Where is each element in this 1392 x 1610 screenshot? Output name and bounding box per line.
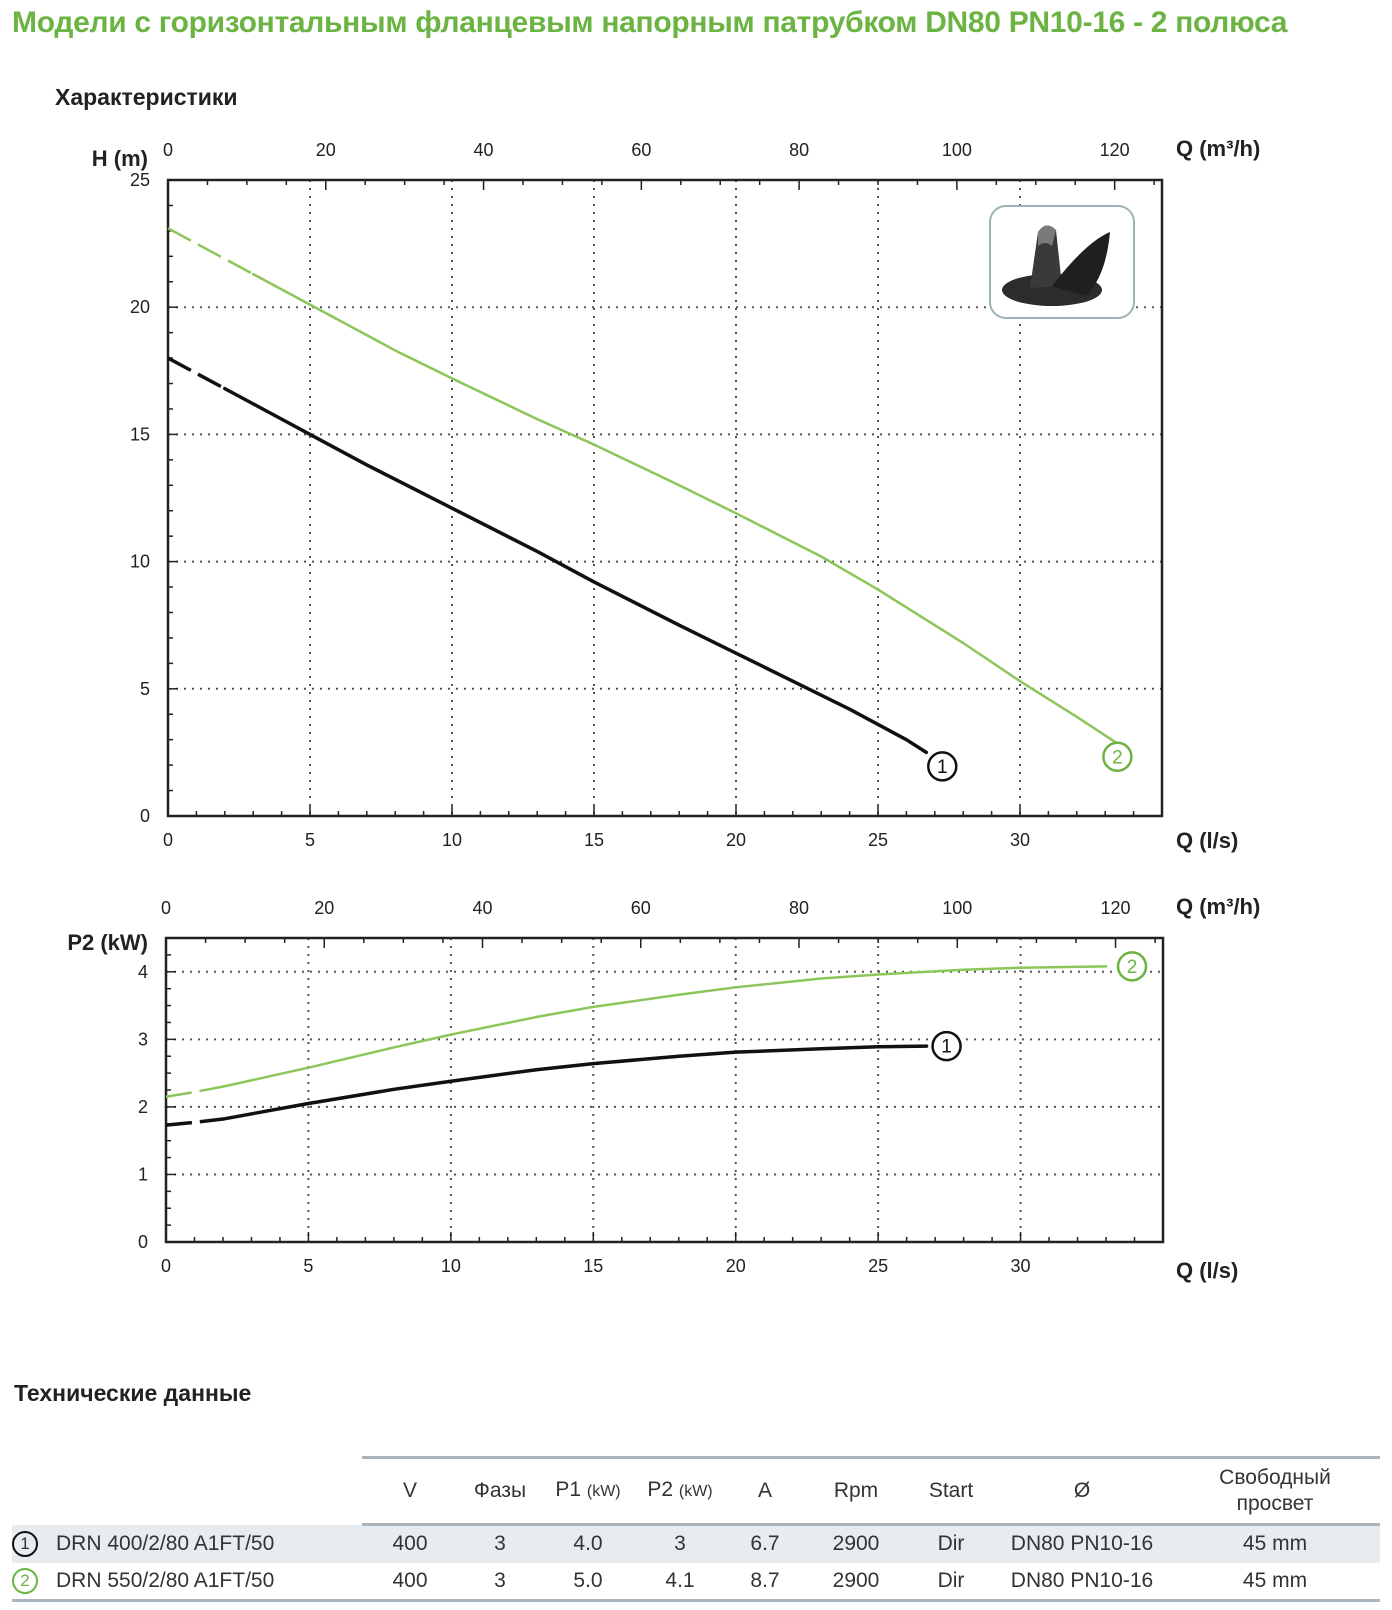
y-tick-label: 0 <box>137 1232 148 1252</box>
cell-phases: 3 <box>458 1563 542 1601</box>
series-2-dashed-line <box>166 1087 223 1097</box>
y-axis-label: H (m) <box>91 146 148 171</box>
header-clearance <box>1170 1458 1380 1525</box>
power-chart <box>0 880 1392 1320</box>
series-1-marker-label: 1 <box>941 1036 952 1058</box>
series-marker-1: 1 <box>12 1531 38 1557</box>
header-clearance-line1: Свободный <box>1219 1466 1331 1489</box>
header-a: A <box>726 1458 804 1525</box>
x-tick-label: 20 <box>725 1256 746 1276</box>
x-tick-label: 25 <box>867 830 889 850</box>
table-row <box>12 1525 1380 1563</box>
series-marker-2: 2 <box>12 1568 38 1594</box>
model-cell <box>12 1563 362 1601</box>
header-p2-unit: (kW) <box>678 1483 713 1500</box>
cell-a: 6.7 <box>750 1532 780 1556</box>
x2-tick-label: 100 <box>941 140 972 160</box>
y-tick-label: 1 <box>137 1164 148 1185</box>
x2-tick-label: 0 <box>160 898 172 918</box>
y-tick-label: 3 <box>137 1029 148 1050</box>
y-tick-label: 2 <box>137 1096 148 1117</box>
page-title: Модели с горизонтальным фланцевым напорным патрубком DN80 PN10-16 - 2 полюса <box>12 6 1288 39</box>
x2-axis-label: Q (m³/h) <box>1176 894 1261 919</box>
y-tick-label: 20 <box>129 297 150 318</box>
y-tick-label: 5 <box>139 678 150 699</box>
x-tick-label: 30 <box>1009 830 1031 850</box>
x2-tick-label: 20 <box>314 898 335 918</box>
cell-start: Dir <box>937 1532 965 1556</box>
x2-tick-label: 0 <box>162 140 174 160</box>
cell-v: 400 <box>392 1532 428 1556</box>
y-axis-label: P2 (kW) <box>67 930 148 955</box>
cell-diameter: DN80 PN10-16 <box>994 1563 1170 1601</box>
x2-tick-label: 80 <box>789 140 810 160</box>
series-2-marker-label: 2 <box>1126 956 1138 978</box>
x2-tick-label: 120 <box>1100 898 1131 918</box>
cell-diameter: DN80 PN10-16 <box>1010 1532 1154 1556</box>
cell-p1: 4.0 <box>573 1532 603 1556</box>
y-tick-label: 15 <box>129 424 150 445</box>
model-cell <box>12 1525 362 1563</box>
plot-frame <box>166 938 1163 1242</box>
model-name: DRN 550/2/80 A1FT/50 <box>56 1568 275 1592</box>
series-1-dashed-line <box>168 358 225 389</box>
cell-a: 8.7 <box>726 1563 804 1601</box>
x2-tick-label: 20 <box>315 140 336 160</box>
x-tick-label: 10 <box>440 1256 461 1276</box>
header-p1-unit: (kW) <box>586 1483 621 1500</box>
x2-tick-label: 100 <box>942 898 973 918</box>
series-2-line <box>223 966 1106 1086</box>
header-diameter: Ø <box>994 1458 1170 1525</box>
cell-v: 400 <box>362 1563 458 1601</box>
cell-p2: 3 <box>674 1532 686 1556</box>
header-p2-label: P2 <box>647 1478 674 1501</box>
series-2-line <box>253 274 1119 745</box>
cell-clearance: 45 mm <box>1242 1532 1308 1556</box>
cell-start: Dir <box>908 1563 994 1601</box>
x-tick-label: 0 <box>162 830 174 850</box>
x-tick-label: 25 <box>868 1256 889 1276</box>
x-axis-label: Q (l/s) <box>1176 1258 1239 1283</box>
x-tick-label: 15 <box>583 830 605 850</box>
y-tick-label: 4 <box>137 961 148 982</box>
x2-axis-label: Q (m³/h) <box>1176 136 1261 161</box>
header-model-blank <box>12 1458 362 1525</box>
table-row <box>12 1563 1380 1601</box>
header-v: V <box>362 1458 458 1525</box>
x2-tick-label: 120 <box>1099 140 1130 160</box>
characteristics-title: Характеристики <box>55 84 238 110</box>
header-clearance-line2: просвет <box>1236 1492 1314 1515</box>
header-p1-label: P1 <box>555 1478 582 1501</box>
x-tick-label: 5 <box>303 1256 314 1276</box>
series-1-dashed-line <box>166 1119 223 1125</box>
impeller-photo-icon <box>990 206 1134 318</box>
y-tick-label: 25 <box>129 170 150 190</box>
model-name: DRN 400/2/80 A1FT/50 <box>56 1531 275 1555</box>
x-tick-label: 30 <box>1010 1256 1031 1276</box>
cell-rpm: 2900 <box>804 1563 908 1601</box>
x2-tick-label: 80 <box>789 898 810 918</box>
header-p1 <box>542 1458 634 1525</box>
x2-tick-label: 60 <box>630 898 651 918</box>
cell-phases: 3 <box>494 1532 506 1556</box>
cell-rpm: 2900 <box>832 1532 880 1556</box>
header-rpm: Rpm <box>804 1458 908 1525</box>
y-tick-label: 10 <box>129 551 150 572</box>
cell-p1: 5.0 <box>542 1563 634 1601</box>
tech-title: Технические данные <box>14 1380 252 1406</box>
cell-clearance: 45 mm <box>1170 1563 1380 1601</box>
cell-p2: 4.1 <box>634 1563 726 1601</box>
x2-tick-label: 40 <box>473 140 494 160</box>
x-tick-label: 5 <box>304 830 316 850</box>
series-2-marker-label: 2 <box>1112 747 1123 769</box>
tech-table <box>12 1456 1380 1602</box>
x2-tick-label: 60 <box>631 140 652 160</box>
x-axis-label: Q (l/s) <box>1176 828 1239 853</box>
x-tick-label: 10 <box>441 830 463 850</box>
x-tick-label: 20 <box>725 830 747 850</box>
header-start: Start <box>908 1458 994 1525</box>
series-2-dashed-line <box>168 228 253 274</box>
x-tick-label: 0 <box>160 1256 172 1276</box>
series-1-marker-label: 1 <box>936 756 948 778</box>
header-p2 <box>634 1458 726 1525</box>
x2-tick-label: 40 <box>472 898 493 918</box>
header-phases: Фазы <box>458 1458 542 1525</box>
y-tick-label: 0 <box>139 806 150 826</box>
x-tick-label: 15 <box>583 1256 604 1276</box>
series-1-line <box>225 389 926 753</box>
series-1-line <box>223 1046 927 1119</box>
